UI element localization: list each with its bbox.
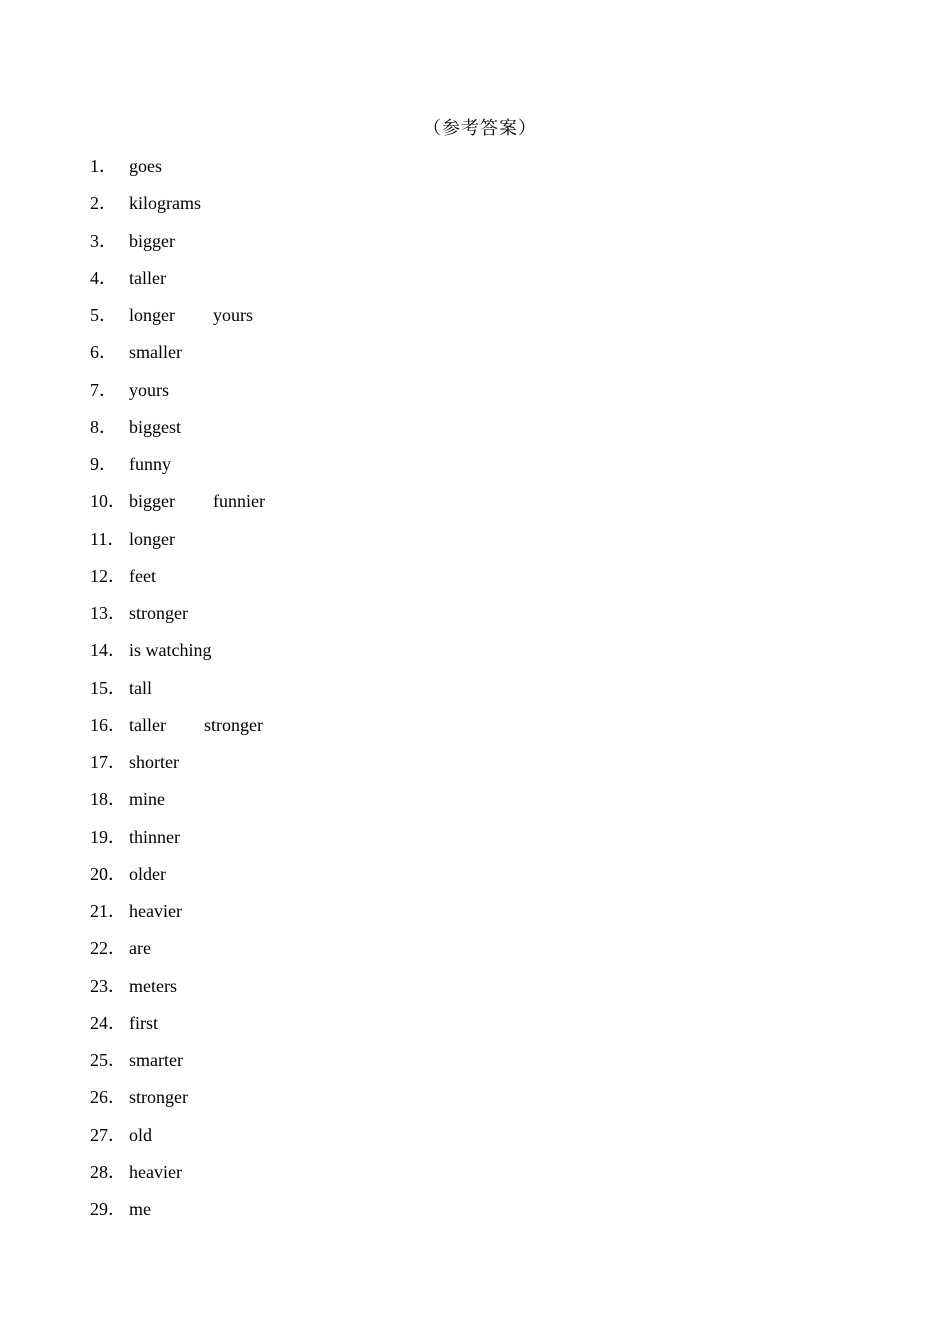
answer-row <box>90 750 265 787</box>
answer-number: 24． <box>90 1012 126 1033</box>
answer-text: stronger <box>129 1087 188 1108</box>
answer-number: 29． <box>90 1199 126 1219</box>
answer-number: 7． <box>90 379 117 400</box>
answer-row <box>90 229 265 266</box>
answer-row <box>90 676 265 713</box>
answer-number: 22． <box>90 938 126 959</box>
answer-number: 28． <box>90 1161 126 1182</box>
answer-text: taller <box>129 267 166 288</box>
answer-row <box>90 936 265 973</box>
answer-text: older <box>129 863 166 884</box>
answer-text: first <box>129 1012 158 1033</box>
answer-number: 14． <box>90 640 126 661</box>
answer-text: smaller <box>129 342 182 363</box>
answer-row <box>90 266 265 303</box>
answer-text: old <box>129 1124 153 1145</box>
answer-number: 8． <box>90 416 117 437</box>
answer-text: funny <box>129 454 171 474</box>
answer-number: 17． <box>90 752 126 772</box>
answer-text: is watching <box>129 640 212 661</box>
answer-row <box>90 1197 265 1234</box>
answer-text: mine <box>129 789 165 810</box>
answer-number: 25． <box>90 1050 126 1070</box>
answer-row <box>90 303 265 340</box>
answer-row <box>90 1048 265 1085</box>
answer-text: biggest <box>129 416 181 437</box>
answer-row <box>90 415 265 452</box>
answer-row <box>90 378 265 415</box>
answer-text: yours <box>212 305 253 325</box>
answer-number: 20． <box>90 863 126 884</box>
answer-row <box>90 862 265 899</box>
answer-text: are <box>129 938 151 959</box>
answer-number: 11． <box>90 528 126 549</box>
answer-row <box>90 638 265 675</box>
answer-text: taller <box>129 714 166 735</box>
answer-number: 21． <box>90 901 126 921</box>
answer-row <box>90 489 265 526</box>
answer-number: 18． <box>90 789 126 810</box>
answer-text: goes <box>129 156 162 176</box>
answer-text: heavier <box>129 1161 182 1182</box>
answer-number: 15． <box>90 677 126 698</box>
answer-text: feet <box>129 565 156 586</box>
answer-text: tall <box>129 677 152 698</box>
answer-text: shorter <box>129 752 179 772</box>
answer-row <box>90 601 265 638</box>
answer-number: 27． <box>90 1124 126 1145</box>
answer-text: funnier <box>212 491 265 512</box>
answer-number: 5． <box>90 305 117 325</box>
answer-row <box>90 787 265 824</box>
answer-number: 23． <box>90 975 126 996</box>
page-title: （参考答案） <box>423 118 537 138</box>
answer-text: longer <box>129 305 175 325</box>
answer-number: 1． <box>90 156 117 176</box>
answer-row <box>90 1011 265 1048</box>
answer-text: bigger <box>129 491 175 512</box>
answer-list <box>90 154 265 1234</box>
answer-row <box>90 1160 265 1197</box>
answer-text: smarter <box>129 1050 183 1070</box>
answer-number: 4． <box>90 267 117 288</box>
answer-row <box>90 564 265 601</box>
answer-row <box>90 1123 265 1160</box>
answer-text: me <box>129 1199 151 1219</box>
answer-number: 19． <box>90 826 126 847</box>
answer-text: kilograms <box>129 193 201 214</box>
answer-text: yours <box>129 379 169 400</box>
answer-row <box>90 899 265 936</box>
answer-text: longer <box>129 528 175 549</box>
answer-text: meters <box>129 975 177 996</box>
answer-text: bigger <box>129 230 175 251</box>
answer-row <box>90 340 265 377</box>
answer-number: 16． <box>90 714 126 735</box>
answer-row <box>90 452 265 489</box>
answer-number: 6． <box>90 342 117 363</box>
answer-number: 26． <box>90 1087 126 1108</box>
answer-number: 9． <box>90 454 117 474</box>
answer-text: stronger <box>129 603 188 623</box>
answer-number: 2． <box>90 193 117 214</box>
answer-row <box>90 713 265 750</box>
answer-row <box>90 154 265 191</box>
answer-row <box>90 527 265 564</box>
answer-text: thinner <box>129 826 180 847</box>
answer-text: stronger <box>203 714 263 735</box>
answer-number: 12． <box>90 565 126 586</box>
answer-text: heavier <box>129 901 182 921</box>
answer-row <box>90 191 265 228</box>
answer-number: 10． <box>90 491 126 512</box>
answer-row <box>90 974 265 1011</box>
answer-number: 13． <box>90 603 126 623</box>
answer-number: 3． <box>90 230 117 251</box>
answer-row <box>90 825 265 862</box>
answer-row <box>90 1085 265 1122</box>
